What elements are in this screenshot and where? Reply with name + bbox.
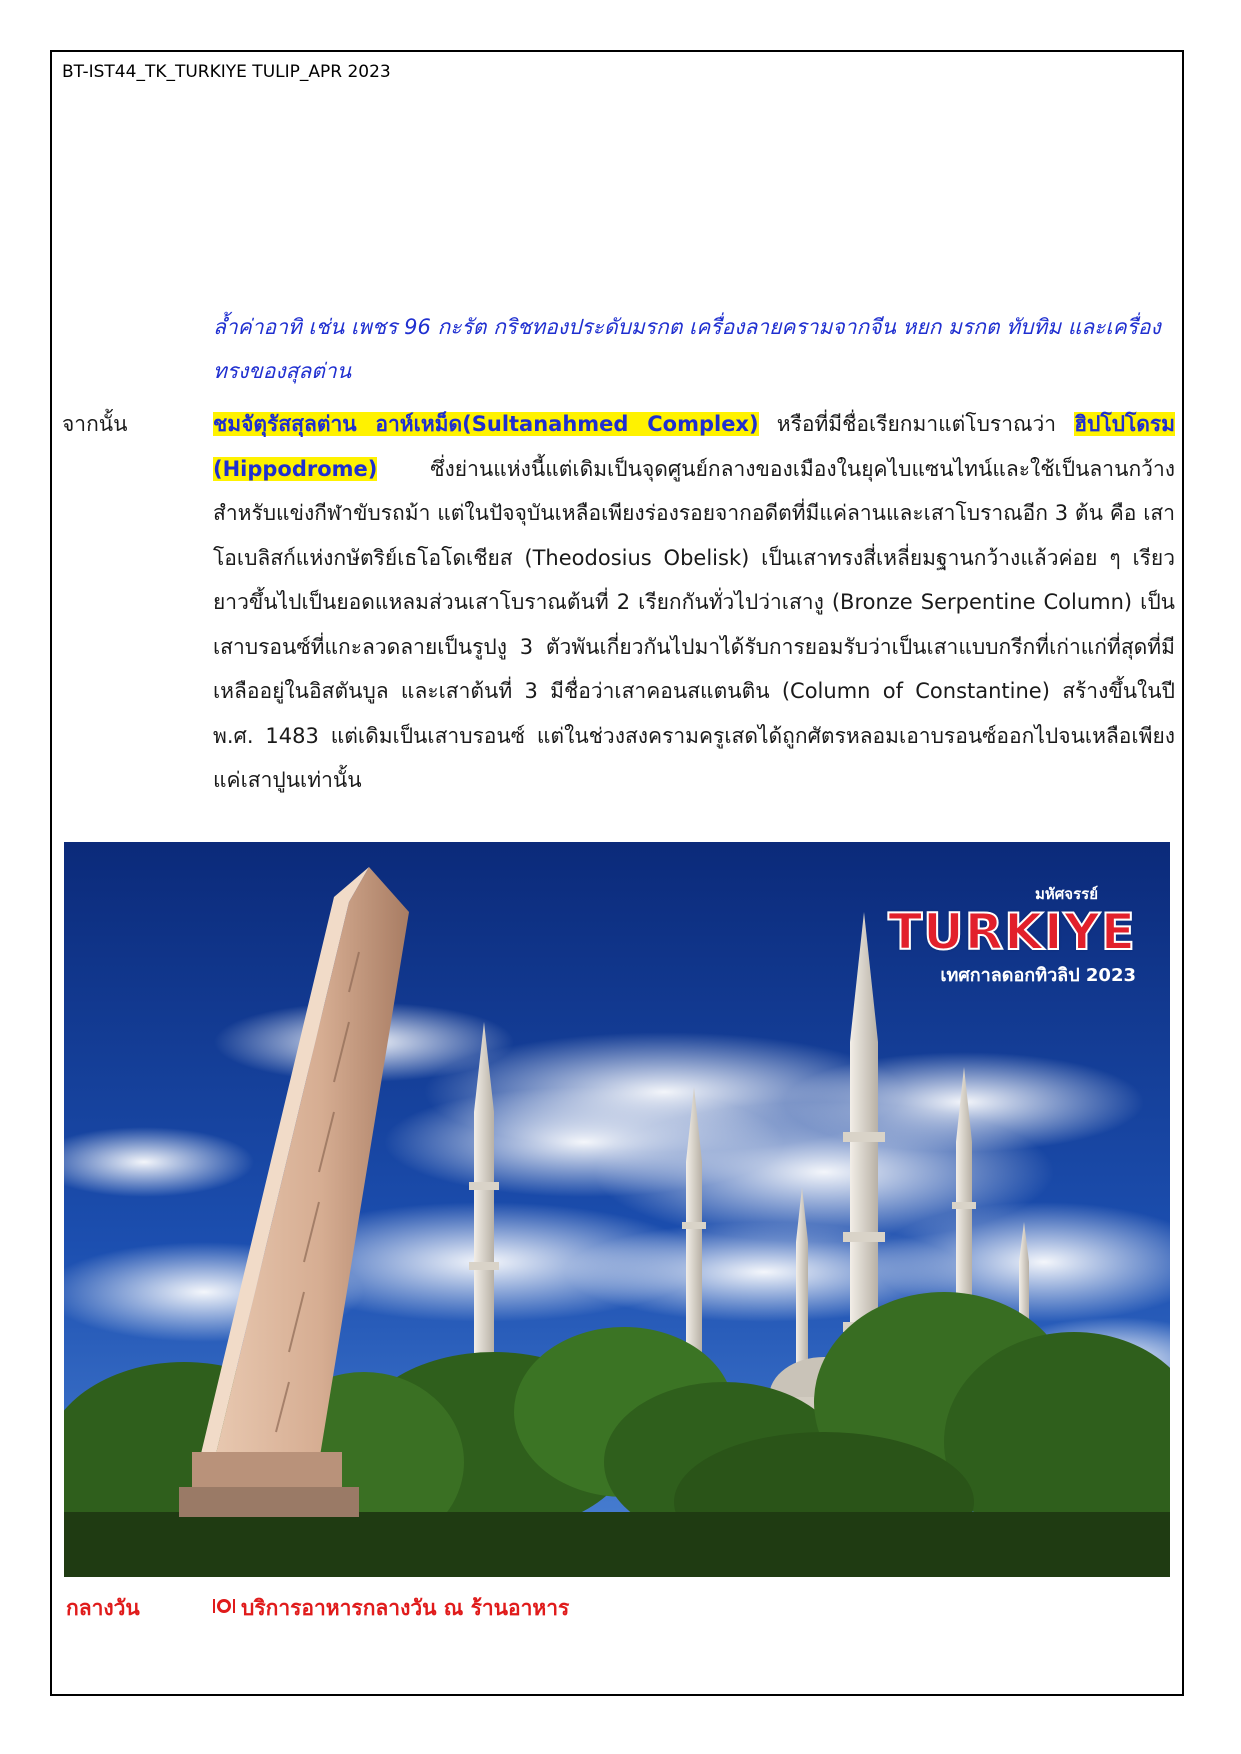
lunch-label: กลางวัน	[66, 1596, 140, 1620]
logo-sub-text: เทศกาลดอกทิวลิป 2023	[940, 965, 1136, 986]
highlight-hippodrome: ฮิปโปโดรม (Hippodrome)	[213, 412, 1175, 481]
then-label: จากนั้น	[62, 412, 128, 436]
intro-italic-text: ล้ำค่าอาทิ เช่น เพชร 96 กะรัต กริชทองประดับมรกต เครื่องลายครามจากจีน หยก มรกต ทับทิม และเครื่องทรงของสุลต่าน	[213, 315, 1161, 383]
lunch-text: บริการอาหารกลางวัน ณ ร้านอาหาร	[241, 1596, 570, 1620]
document-code: BT-IST44_TK_TURKIYE TULIP_APR 2023	[62, 62, 391, 82]
plate-cutlery-svg	[213, 1597, 235, 1615]
lunch-row	[213, 1592, 569, 1625]
paragraph-text-2: ซึ่งย่านแห่งนี้แต่เดิมเป็นจุดศูนย์กลางของเมืองในยุคไบแซนไทน์และใช้เป็นลานกว้างสำหรับแข่งกีฬาขับรถม้า แต่ในปัจจุบันเหลือเพียงร่องรอยจากอดีตที่มีแค่ลานและเสาโบราณอีก 3 ต้น คือ เสาโอเบลิสก์แห่งกษัตริย์เธโอโดเชียส (Theodosius Obelisk) เป็นเสาทรงสี่เหลี่ยมฐานกว้างแล้วค่อย ๆ เรียวยาวขึ้นไปเป็นยอดแหลมส่วนเสาโบราณต้นที่ 2 เรียกกันทั่วไปว่าเสางู (Bronze Serpentine Column) เป็นเสาบรอนซ์ที่แกะลวดลายเป็นรูปงู 3 ตัวพันเกี่ยวกันไปมาได้รับการยอมรับว่าเป็นเสาแบบกรีกที่เก่าแก่ที่สุดที่มีเหลืออยู่ในอิสตันบูล และเสาต้นที่ 3 มีชื่อว่าเสาคอนสแตนติน (Column of Constantine) สร้างขึ้นในปี พ.ศ. 1483 แต่เดิมเป็นเสาบรอนซ์ แต่ในช่วงสงครามครูเสดได้ถูกศัตรหลอมเอาบรอนซ์ออกไปจนเหลือเพียงแค่เสาปูนเท่านั้น	[213, 456, 1175, 792]
plate-cutlery-icon	[213, 1596, 235, 1620]
turkiye-logo	[888, 882, 1136, 989]
highlight-sultanahmed: ชมจัตุรัสสุลต่าน อาห์เหม็ด(Sultanahmed Complex)	[213, 412, 759, 436]
logo-top-text: มหัศจรรย์	[1035, 885, 1098, 903]
paragraph-text-1: หรือที่มีชื่อเรียกมาแต่โบราณว่า	[758, 412, 1075, 436]
hippodrome-photo	[64, 842, 1170, 1577]
logo-main-text: TURKIYE	[888, 903, 1136, 961]
then-paragraph	[213, 402, 1175, 803]
